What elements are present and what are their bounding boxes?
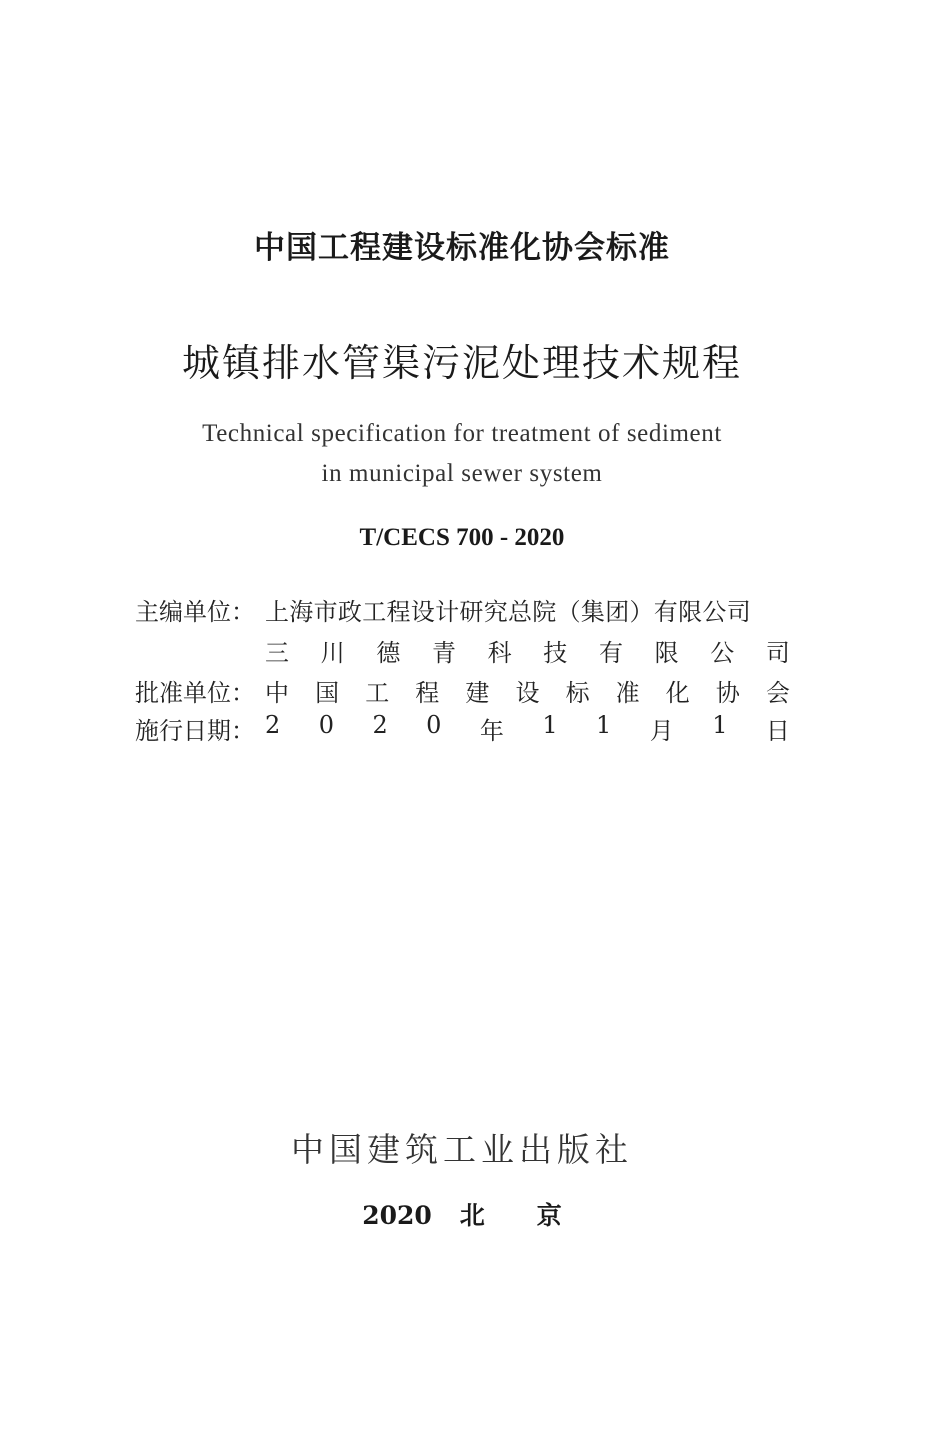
publisher-name: 中国建筑工业出版社 (291, 1130, 633, 1169)
editor-row-2 (135, 633, 790, 671)
english-title-line-1: Technical specification for treatment of sediment (202, 420, 722, 447)
editor-row-1 (135, 592, 790, 630)
editor-unit-1: 上海市政工程设计研究总院（集团）有限公司 (265, 598, 751, 626)
document-title-english (0, 414, 937, 494)
approver-unit: 中 国 工 程 建 设 标 准 化 协 会 (265, 679, 790, 707)
editor-unit-2: 三 川 德 青 科 技 有 限 公 司 (265, 639, 790, 667)
imprint-city: 北 京 (459, 1201, 562, 1230)
approver-label: 批准单位： (135, 679, 255, 707)
standard-code: T/CECS 700 - 2020 (359, 524, 565, 551)
date-row (135, 711, 790, 749)
approver-row (135, 673, 790, 711)
document-title-chinese: 城镇排水管渠污泥处理技术规程 (181, 341, 742, 385)
imprint-year: 2020 (362, 1201, 432, 1230)
date-label: 施行日期： (135, 717, 255, 745)
standard-series-title: 中国工程建设标准化协会标准 (254, 230, 670, 266)
effective-date: 2 0 2 0 年 1 1 月 1 日 (265, 711, 790, 745)
imprint-line (0, 1196, 937, 1232)
english-title-line-2: in municipal sewer system (321, 460, 603, 487)
editor-label: 主编单位： (135, 598, 255, 626)
